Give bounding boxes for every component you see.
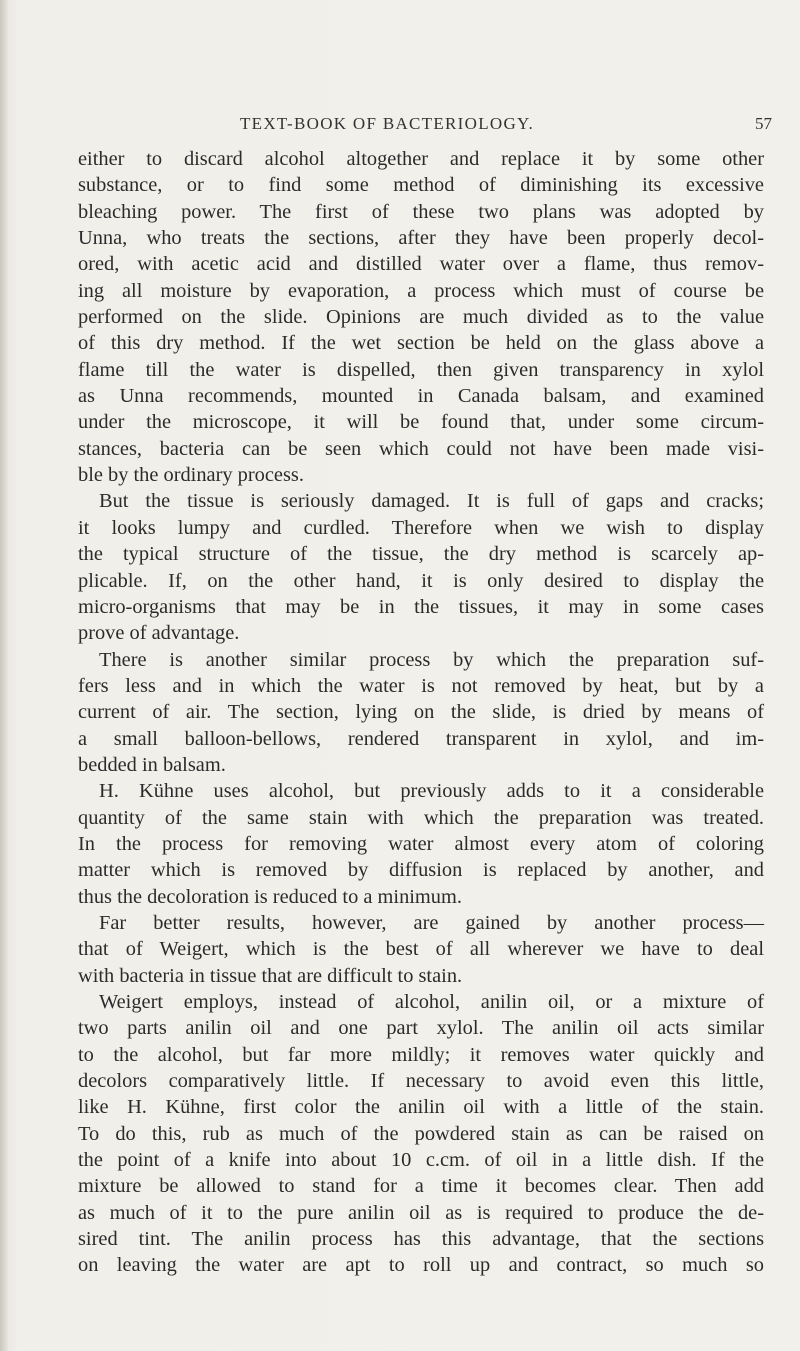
body-text [78,146,764,1279]
text-line: of this dry method. If the wet section be held on the glass above a [78,332,764,355]
text-line: micro-organisms that may be in the tissues, it may in some cases [78,595,764,618]
text-line: matter which is removed by diffusion is replaced by another, and [78,859,764,882]
text-line: either to discard alcohol altogether and replace it by some other [78,148,764,170]
text-line: ble by the ordinary process. [78,464,304,487]
page-gutter-edge [0,0,8,1351]
text-line: like H. Kühne, first color the anilin oil with a little of the stain. [78,1096,764,1119]
text-line: substance, or to find some method of diminishing its excessive [78,174,764,197]
text-line: In the process for removing water almost every atom of coloring [78,832,764,855]
text-line: ored, with acetic acid and distilled water over a flame, thus remov- [78,253,764,276]
page-number: 57 [755,114,772,133]
text-line: it looks lumpy and curdled. Therefore when we wish to display [78,516,764,539]
text-line: bleaching power. The first of these two plans was adopted by [78,200,764,223]
text-line: Far better results, however, are gained by another process— [99,911,764,934]
text-line: ing all moisture by evaporation, a process which must of course be [78,279,764,302]
text-line: performed on the slide. Opinions are much divided as to the value [78,306,764,329]
text-line: plicable. If, on the other hand, it is only desired to display the [78,569,764,592]
text-line: There is another similar process by which the preparation suf- [99,648,764,671]
text-line: To do this, rub as much of the powdered stain as can be raised on [78,1122,764,1145]
text-line: But the tissue is seriously damaged. It is full of gaps and cracks; [99,490,764,513]
text-line: with bacteria in tissue that are difficult to stain. [78,964,463,987]
text-line: Weigert employs, instead of alcohol, anilin oil, or a mixture of [99,991,764,1013]
text-line: the point of a knife into about 10 c.cm. of oil in a little dish. If the [78,1149,764,1172]
text-line: a small balloon-bellows, rendered transparent in xylol, and im- [78,727,764,750]
text-line: stances, bacteria can be seen which could not have been made visi- [78,437,764,460]
text-line: that of Weigert, which is the best of all wherever we have to deal [78,938,764,961]
text-line: the typical structure of the tissue, the dry method is scarcely ap- [78,543,764,566]
text-line: as Unna recommends, mounted in Canada balsam, and examined [78,385,764,408]
text-line: thus the decoloration is reduced to a minimum. [78,885,462,908]
text-line: under the microscope, it will be found that, under some circum- [78,411,764,434]
text-line: fers less and in which the water is not removed by heat, but by a [78,674,764,697]
text-line: mixture be allowed to stand for a time it becomes clear. Then add [78,1175,764,1198]
text-line: on leaving the water are apt to roll up and contract, so much so [78,1254,764,1277]
text-line: flame till the water is dispelled, then given transparency in xylol [78,358,764,381]
text-line: H. Kühne uses alcohol, but previously adds to it a considerable [99,780,764,803]
text-line: sired tint. The anilin process has this advantage, that the sections [78,1228,764,1251]
text-line: bedded in balsam. [78,753,226,776]
text-line: prove of advantage. [78,622,240,645]
text-line: decolors comparatively little. If necessary to avoid even this little, [78,1070,764,1093]
text-line: two parts anilin oil and one part xylol. The anilin oil acts similar [78,1017,764,1040]
running-head-title: TEXT-BOOK OF BACTERIOLOGY. [239,114,534,133]
text-line: quantity of the same stain with which the preparation was treated. [78,806,764,829]
text-line: current of air. The section, lying on the slide, is dried by means of [78,701,764,724]
text-line: Unna, who treats the sections, after they have been properly decol- [78,227,764,250]
text-line: to the alcohol, but far more mildly; it removes water quickly and [78,1043,764,1066]
text-line: as much of it to the pure anilin oil as is required to produce the de- [78,1201,764,1224]
